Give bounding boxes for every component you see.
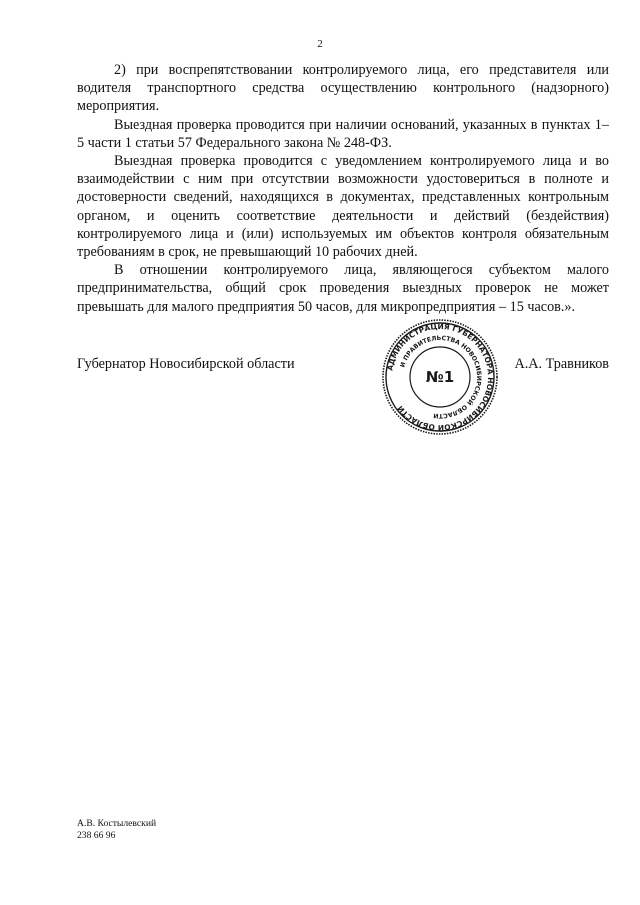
paragraph-1: 2) при воспрепятствовании контролируемого лица, его представителя или водителя транспортного средства осуществлению контрольного (надзорного) мероприятия. (77, 62, 609, 115)
signatory-name: А.А. Травников (514, 356, 609, 372)
paragraph-3: Выездная проверка проводится с уведомлением контролируемого лица и во взаимодействии с ним при отсутствии возможности удостовериться в полноте и достоверности сведений, находящихся в документах, представленных контрольным органом, и оценить соответствие деятельности и действий (бездействия) контролируемого лица и (или) используемых им объектов контроля обязательным требованиям в срок, не превышающий 10 рабочих дней. (77, 153, 609, 261)
document-body (77, 61, 609, 316)
signatory-position: Губернатор Новосибирской области (77, 356, 295, 372)
paragraph-4: В отношении контролируемого лица, являющегося субъектом малого предпринимательства, общий срок проведения выездных проверок не может превышать для малого предприятия 50 часов, для микропредприятия – 15 часов.». (77, 262, 609, 315)
footer-contact (77, 818, 156, 842)
signature-block (77, 356, 609, 376)
paragraph-2: Выездная проверка проводится при наличии оснований, указанных в пунктах 1–5 части 1 статьи 57 Федерального закона № 248-ФЗ. (77, 116, 609, 151)
seal-number: №1 (425, 368, 455, 386)
official-seal (381, 318, 499, 436)
footer-author: А.В. Костылевский (77, 818, 157, 829)
page-number: 2 (317, 38, 323, 50)
seal-inner-text: И ПРАВИТЕЛЬСТВА НОВОСИБИРСКОЙ ОБЛАСТИ (399, 334, 483, 420)
footer-phone: 238 66 96 (77, 830, 116, 841)
seal-outer-text: АДМИНИСТРАЦИЯ ГУБЕРНАТОРА НОВОСИБИРСКОЙ ОБЛАСТИ (385, 321, 496, 433)
